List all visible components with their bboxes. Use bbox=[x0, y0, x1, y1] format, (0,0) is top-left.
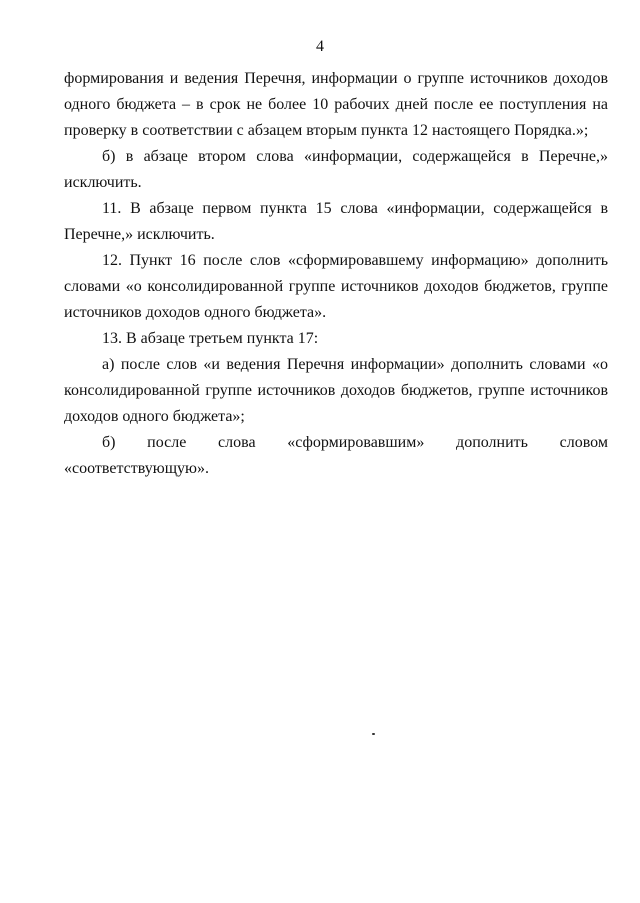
paragraph-subitem-b: б) в абзаце втором слова «информации, содержащейся в Перечне,» исключить. bbox=[64, 148, 608, 191]
paragraph-continuation: формирования и ведения Перечня, информации о группе источников доходов одного бюджета – в срок не более 10 рабочих дней после ее поступления на проверку в соответствии с абзацем вторым пункта 12 настоящего Порядка.»; bbox=[64, 70, 608, 139]
page-number: 4 bbox=[316, 38, 324, 55]
paragraph-item-11: 11. В абзаце первом пункта 15 слова «информации, содержащейся в Перечне,» исключить. bbox=[64, 200, 608, 243]
scan-artifact bbox=[372, 733, 375, 735]
paragraph-item-13: 13. В абзаце третьем пункта 17: bbox=[102, 330, 319, 347]
paragraph-item-12: 12. Пункт 16 после слов «сформировавшему информацию» дополнить словами «о консолидированной группе источников доходов бюджетов, группе источников доходов одного бюджета». bbox=[64, 252, 608, 321]
document-body bbox=[64, 66, 608, 482]
paragraph-subitem-b-2: б) после слова «сформировавшим» дополнить словом «соответствующую». bbox=[64, 434, 608, 477]
paragraph-subitem-a: а) после слов «и ведения Перечня информации» дополнить словами «о консолидированной группе источников доходов бюджетов, группе источников доходов одного бюджета»; bbox=[64, 356, 608, 425]
